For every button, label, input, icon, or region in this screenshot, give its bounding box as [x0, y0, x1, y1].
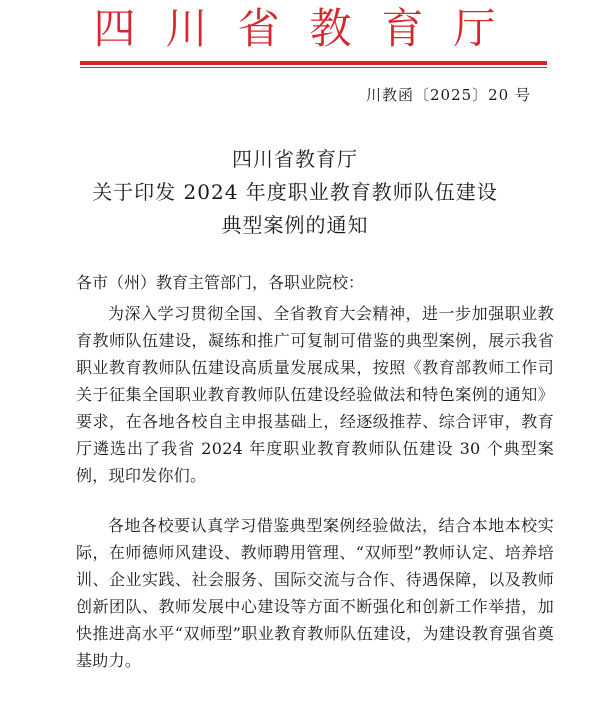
addressee: 各市（州）教育主管部门，各职业院校：	[76, 273, 365, 292]
paragraph-2-text: 各地各校要认真学习借鉴典型案例经验做法，结合本地本校实际，在师德师风建设、教师聘用管理、“双师型”教师认定、培养培训、企业实践、社会服务、国际交流与合作、待遇保障，以及教师创新团队、教师发展中心建设等方面不断强化和创新工作举措，加快推进高水平“双师型”职业教育教师队伍建设，为建设教育强省奠基助力。	[76, 516, 554, 670]
title-subject: 关于印发 2024 年度职业教育教师队伍建设	[92, 180, 498, 204]
title-issuer: 四川省教育厅	[232, 147, 358, 171]
document-number: 川教函〔2025〕20 号	[365, 86, 531, 104]
masthead-title: 四川省教育厅	[93, 4, 526, 53]
masthead-rule-thin	[80, 67, 547, 68]
masthead-rule-thick	[80, 61, 547, 65]
document-title	[60, 143, 530, 242]
paragraph-1-text: 为深入学习贯彻全国、全省教育大会精神，进一步加强职业教育教师队伍建设，凝练和推广可复制可借鉴的典型案例，展示我省职业教育教师队伍建设高质量发展成果，按照《教育部教师工作司关于征集全国职业教育教师队伍建设经验做法和特色案例的通知》要求，在各地各校自主申报基础上，经逐级推荐、综合评审，教育厅遴选出了我省 2024 年度职业教育教师队伍建设 30 个典型案例，现印发你们。	[76, 304, 554, 485]
masthead	[0, 4, 589, 54]
body-paragraph-2	[76, 512, 554, 674]
body-paragraph-1	[76, 300, 554, 489]
title-subject-continued: 典型案例的通知	[221, 213, 369, 237]
